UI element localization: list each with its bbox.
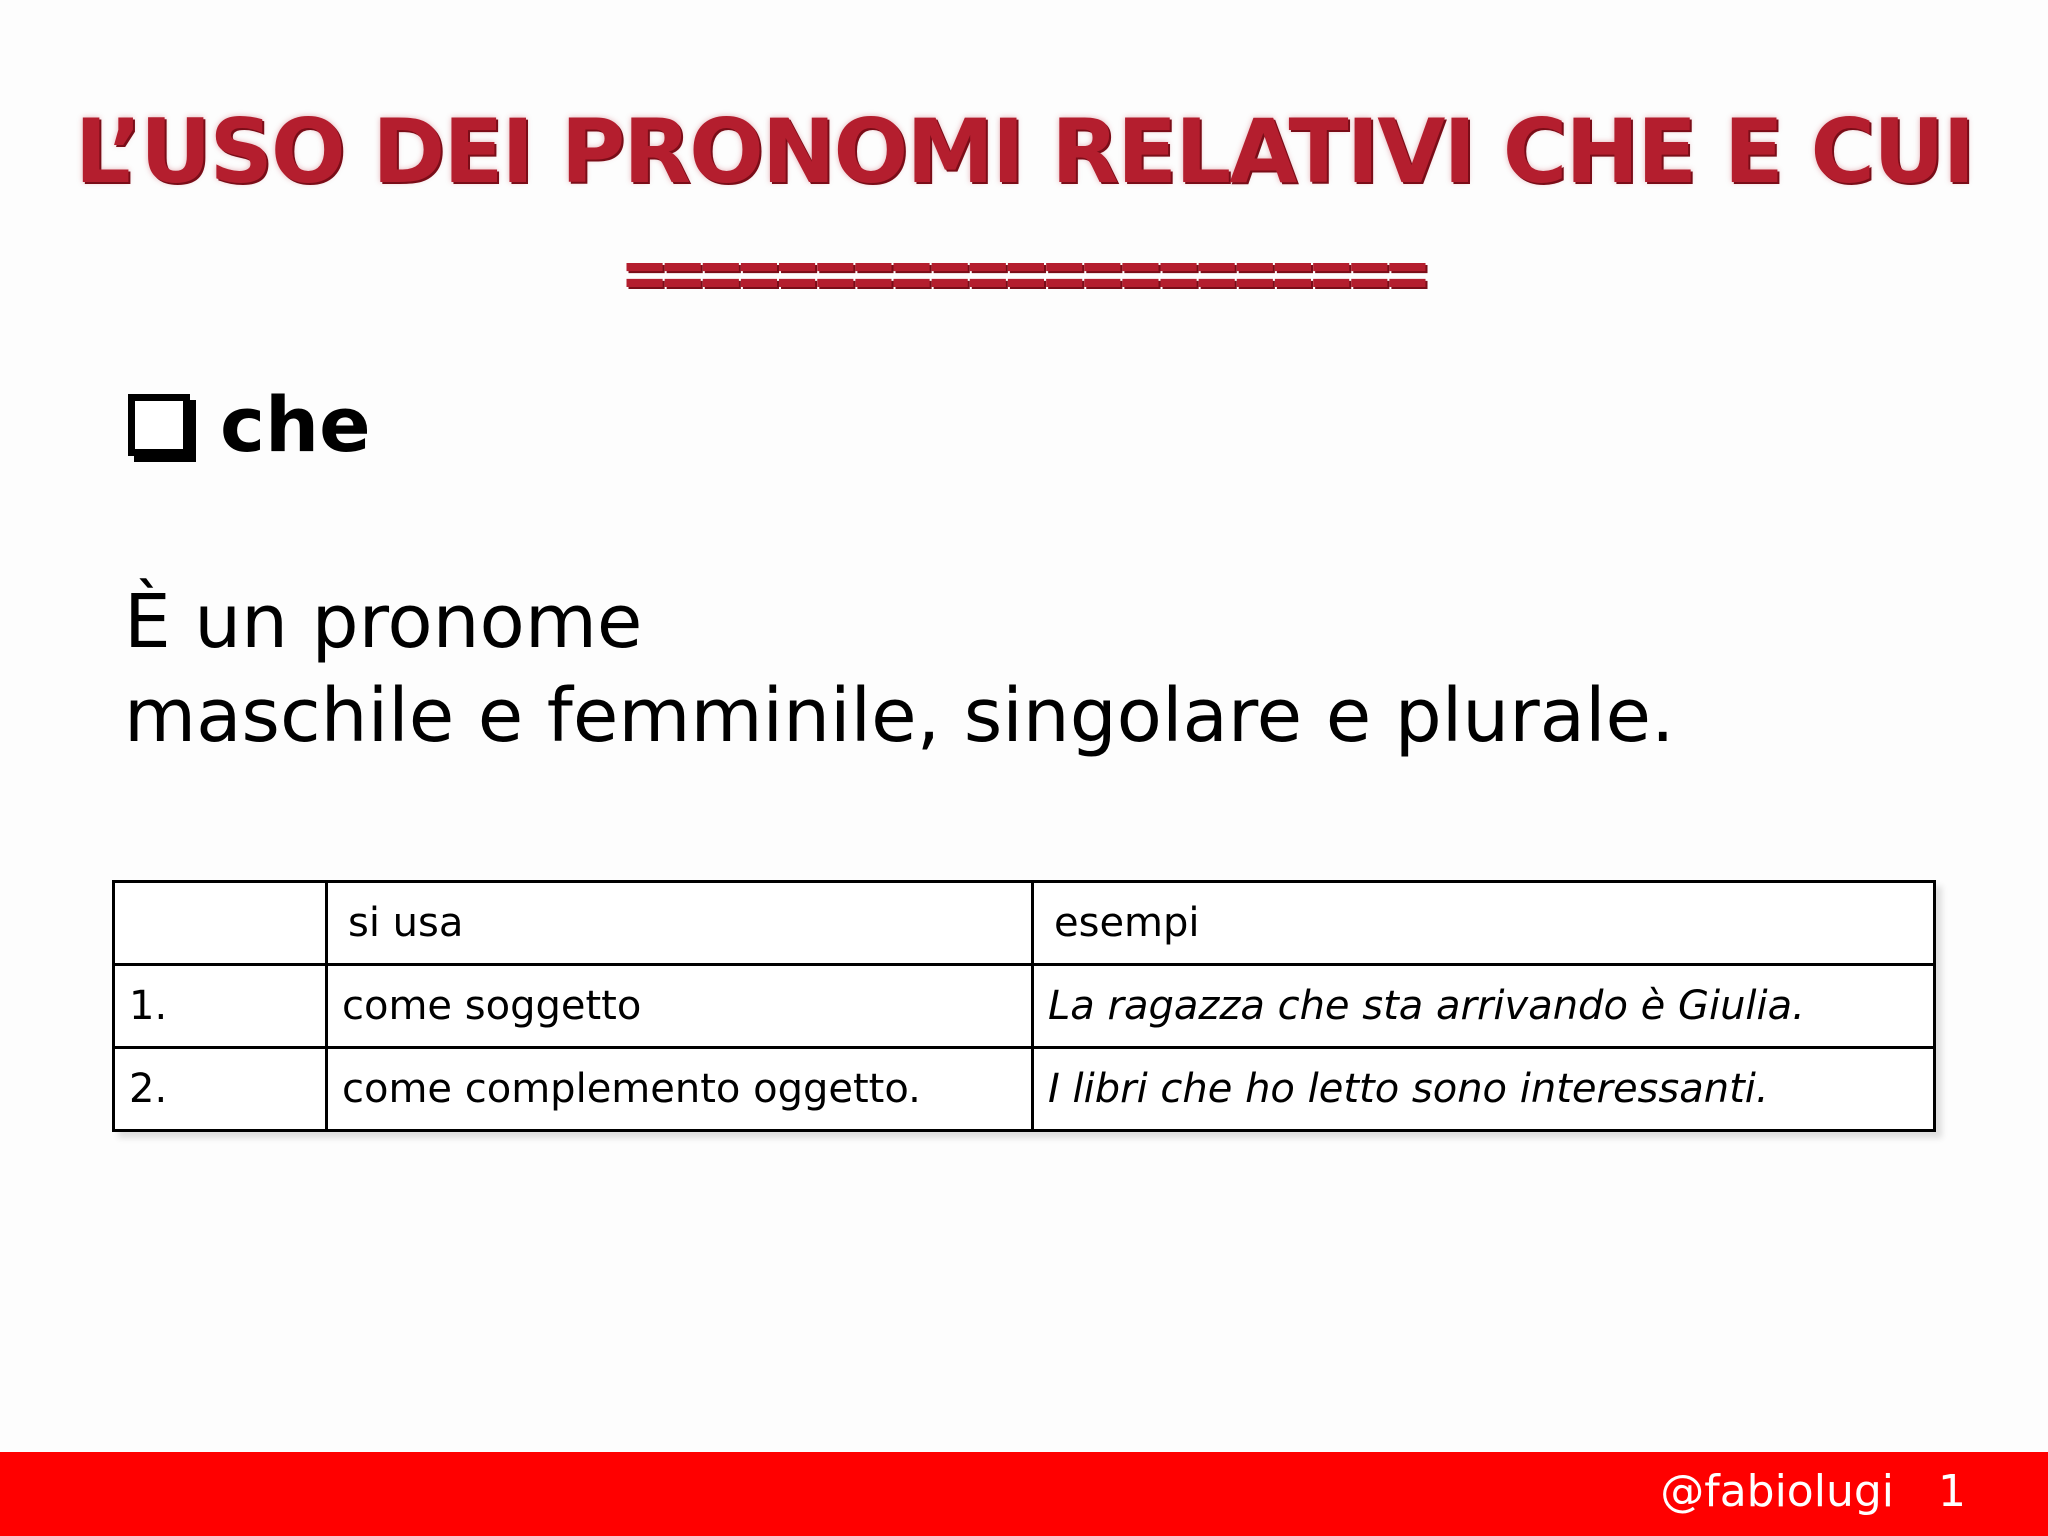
table-header-row <box>114 882 1935 965</box>
table-header-cell: esempi <box>1033 882 1935 965</box>
description-line-2: maschile e femminile, singolare e plurale. <box>124 673 1675 759</box>
table-cell-number: 2. <box>114 1048 327 1131</box>
page-number: 1 <box>1938 1466 1966 1517</box>
table-cell-example: La ragazza che sta arrivando è Giulia. <box>1033 965 1935 1048</box>
description <box>124 575 1675 763</box>
table-header-cell: si usa <box>327 882 1033 965</box>
footer-handle: @fabiolugi <box>1660 1466 1894 1517</box>
description-line-1: È un pronome <box>124 579 643 665</box>
table-cell-usage: come complemento oggetto. <box>327 1048 1033 1131</box>
table-cell-example: I libri che ho letto sono interessanti. <box>1033 1048 1935 1131</box>
title-underline: ===================== <box>623 232 1425 314</box>
table-cell-number: 1. <box>114 965 327 1048</box>
table-row <box>114 1048 1935 1131</box>
bullet-label: che <box>220 380 371 469</box>
table-cell-usage: come soggetto <box>327 965 1033 1048</box>
footer-bar <box>0 1452 2048 1536</box>
bullet-row <box>128 380 371 469</box>
table-header-cell <box>114 882 327 965</box>
table-row <box>114 965 1935 1048</box>
slide-title: L’USO DEI PRONOMI RELATIVI CHE E CUI <box>74 100 1974 203</box>
usage-table <box>112 880 1936 1132</box>
checkbox-icon <box>128 394 190 456</box>
